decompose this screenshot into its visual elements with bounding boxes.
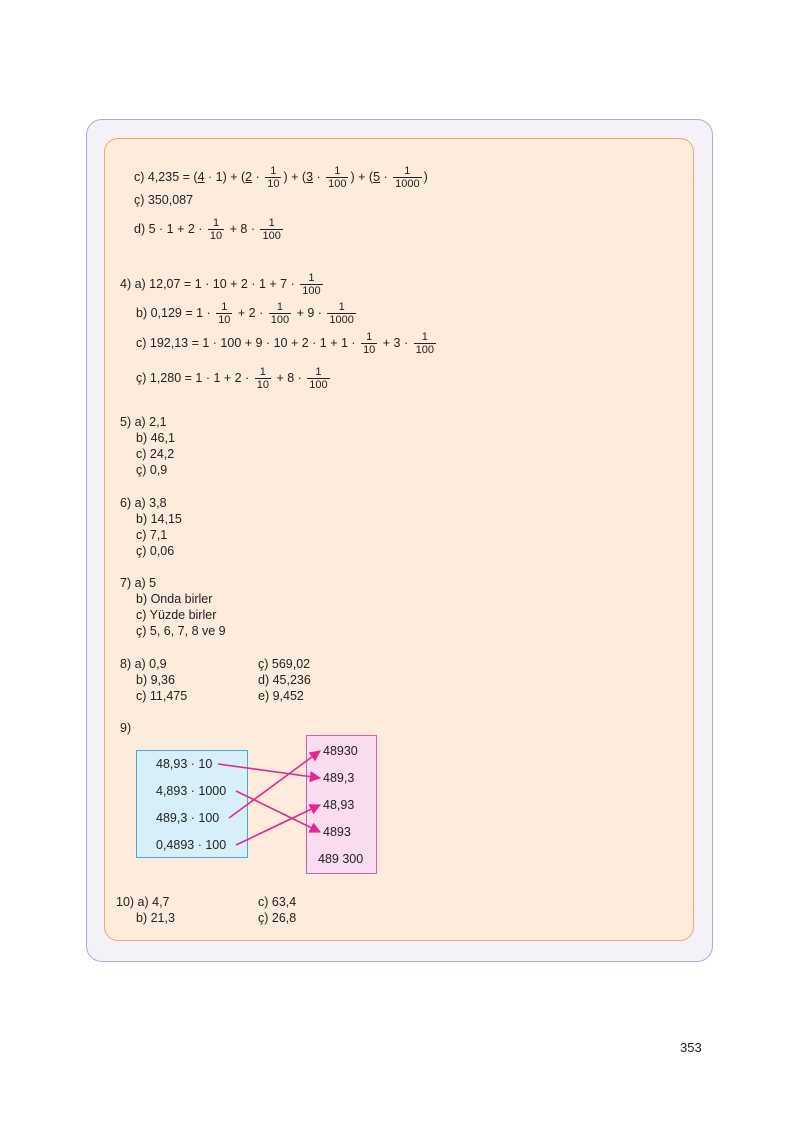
q10-cc: ç) 26,8 (258, 911, 297, 925)
q3-d: d) 5 · 1 + 2 · $\frac{1}{10}$ + 8 · $\frac{1}{100}$ (134, 217, 281, 242)
result-2: 48,93 (323, 798, 355, 812)
q3-cc: ç) 350,087 (134, 193, 194, 207)
expression-1: 4,893 · 1000 (156, 784, 227, 798)
q7-c: c) Yüzde birler (136, 608, 217, 622)
q6-cc: ç) 0,06 (136, 544, 175, 558)
q9-label: 9) (120, 721, 132, 735)
q6-c: c) 7,1 (136, 528, 168, 542)
q5-a: 5) a) 2,1 (120, 415, 167, 429)
q4-b: b) 0,129 = 1 · $\frac{1}{10}$ + 2 · $\frac{1}{100}$ + 9 · $\frac{1}{1000}$ (136, 301, 354, 326)
q3-c: c) 4,235 = (4 · 1) + (2 · $\frac{1}{10}$ ) + (3 · $\frac{1}{100}$ ) + (5 · $\frac{1}{1000}$ ) (134, 165, 428, 190)
result-0: 48930 (323, 744, 358, 758)
expression-0: 48,93 · 10 (156, 757, 213, 771)
q5-c: c) 24,2 (136, 447, 175, 461)
page-number: 353 (680, 1040, 702, 1055)
q10-a: 10) a) 4,7 (116, 895, 170, 909)
match-arrow-0 (218, 764, 320, 778)
q5-b: b) 46,1 (136, 431, 175, 445)
q10-b: b) 21,3 (136, 911, 175, 925)
q4-c: c) 192,13 = 1 · 100 + 9 · 10 + 2 · 1 + 1 · $\frac{1}{10}$ + 3 · $\frac{1}{100}$ (136, 331, 434, 356)
q5-cc: ç) 0,9 (136, 463, 168, 477)
result-3: 4893 (323, 825, 351, 839)
q8-e: e) 9,452 (258, 689, 304, 703)
expression-3: 0,4893 · 100 (156, 838, 227, 852)
expression-2: 489,3 · 100 (156, 811, 220, 825)
q7-cc: ç) 5, 6, 7, 8 ve 9 (136, 624, 226, 638)
q8-d: d) 45,236 (258, 673, 311, 687)
q6-a: 6) a) 3,8 (120, 496, 167, 510)
q8-a: 8) a) 0,9 (120, 657, 167, 671)
q7-b: b) Onda birler (136, 592, 213, 606)
q8-c: c) 11,475 (136, 689, 188, 703)
q6-b: b) 14,15 (136, 512, 182, 526)
q7-a: 7) a) 5 (120, 576, 157, 590)
q10-c: c) 63,4 (258, 895, 297, 909)
q4-a: 4) a) 12,07 = 1 · 10 + 2 · 1 + 7 · $\frac{1}{100}$ (120, 272, 321, 297)
q8-cc: ç) 569,02 (258, 657, 311, 671)
match-arrow-2 (229, 751, 320, 818)
q4-cc: ç) 1,280 = 1 · 1 + 2 · $\frac{1}{10}$ + 8 · $\frac{1}{100}$ (136, 366, 328, 391)
result-1: 489,3 (323, 771, 355, 785)
q8-b: b) 9,36 (136, 673, 175, 687)
result-4: 489 300 (318, 852, 364, 866)
